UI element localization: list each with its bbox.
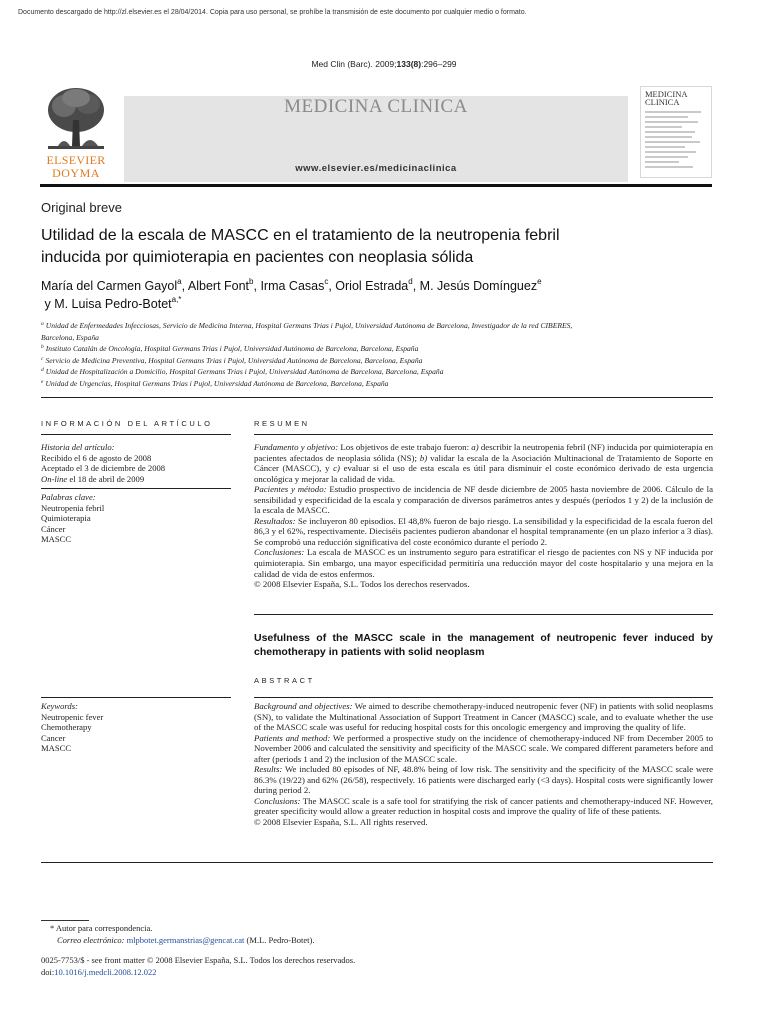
citation-issue: (8) — [410, 59, 422, 69]
affiliation-d: $^d$ Unidad de Hospitalización a Domicilio, Hospital Germans Trias i Pujol, Universidad Autónoma de Barcelona, Barcelona, España — [41, 367, 444, 376]
keyword: MASCC — [41, 743, 72, 754]
citation-pages: :296–299 — [421, 59, 457, 69]
keyword: Neutropenia febril — [41, 502, 105, 513]
history-label: Historia del artículo: — [41, 442, 115, 452]
affiliation-a: $^a$ Unidad de Enfermedades Infecciosas, Servicio de Medicina Interna, Hospital Germans Trias i Pujol, Universidad Autónoma de Barcelona, Investigador de la red CIBERES, — [41, 321, 573, 330]
affiliation-e: $^e$ Unidad de Urgencias, Hospital Germans Trias i Pujol, Universidad Autónoma de Barcelona, Barcelona, España — [41, 378, 389, 388]
abstract-end-rule — [41, 862, 713, 863]
abstract-conclusions: Conclusions: The MASCC scale is a safe tool for stratifying the risk of cancer patients and chemotherapy-induced NF. However, greater specificity would allow a greater reduction in hospital costs and improve the quality of life of these patients. — [254, 795, 713, 817]
affiliation-a-cont: Barcelona, España — [41, 332, 99, 342]
abstract-heading: ABSTRACT — [254, 676, 315, 685]
email-line: Correo electrónico: mlpbotet.germanstrias@gencat.cat (M.L. Pedro-Botet). — [57, 934, 315, 945]
article-history — [41, 442, 231, 484]
author: María del Carmen Gayol$^a$ — [41, 277, 182, 293]
publisher-name-line1: ELSEVIER — [46, 153, 106, 167]
resumen-objective: Fundamento y objetivo: Los objetivos de este trabajo fueron: a) describir la neutropenia febril (NF) inducida por quimioterapia en pacientes afectados de neoplasia sólida (NS); b) validar la escala de la Asociación Multinacional de Tratamiento de Soporte en Cáncer (MASCC), y c) evaluar si el uso de esta escala es útil para disminuir el coste económico derivado de esta urgencia oncológica y mejorar la calidad de vida. — [254, 442, 714, 484]
keyword: Quimioterapia — [41, 513, 91, 524]
doi-line: doi:10.1016/j.medcli.2008.12.022 — [41, 966, 157, 977]
abstract-copyright: © 2008 Elsevier España, S.L. All rights reserved. — [254, 817, 428, 828]
resumen-copyright: © 2008 Elsevier España, S.L. Todos los derechos reservados. — [254, 579, 470, 590]
journal-name: MEDICINA CLINICA — [284, 96, 468, 117]
journal-url[interactable]: www.elsevier.es/medicinaclinica — [295, 163, 457, 174]
article-info-heading: INFORMACIÓN DEL ARTÍCULO — [41, 419, 213, 428]
affiliation-b: $^b$ Instituto Catalán de Oncología, Hospital Germans Trias i Pujol, Universidad Autónoma de Barcelona, Barcelona, España — [41, 344, 419, 353]
elsevier-doyma-logo — [40, 86, 112, 182]
keyword: Cáncer — [41, 523, 66, 534]
keywords-es — [41, 492, 231, 545]
online-date: On-line el 18 de abril de 2009 — [41, 473, 145, 484]
article-title-line2: inducida por quimioterapia en pacientes con neoplasia sólida — [41, 249, 474, 266]
resumen-method: Pacientes y método: Estudio prospectivo de incidencia de NF desde diciembre de 2005 hasta noviembre de 2006. Cálculo de la sensibilidad y especificidad de la escala y comparación de diversos parámetros antes y después (períodos 1 y 2) de la inclusión de la escala de MASCC. — [254, 484, 713, 516]
keywords-en-rule — [41, 697, 231, 698]
download-disclaimer: Documento descargado de http://zl.elsevier.es el 28/04/2014. Copia para uso personal, se prohíbe la transmisión de este documento por cualquier medio o formato. — [18, 9, 527, 16]
resumen-heading-rule — [254, 434, 713, 435]
article-title — [41, 225, 721, 269]
abstract-heading-rule — [254, 697, 713, 698]
cover-title — [645, 90, 688, 106]
author: M. Luisa Pedro-Botet$^{a,*}$ — [54, 295, 182, 311]
author: M. Jesús Domínguez$^e$ — [419, 277, 542, 293]
author: Albert Font$^b$ — [187, 277, 254, 293]
abstract-text — [254, 701, 713, 828]
article-title-line1: Utilidad de la escala de MASCC en el tratamiento de la neutropenia febril — [41, 227, 560, 244]
abstract-method: Patients and method: We performed a prospective study on the incidence of chemotherapy-induced NF from December 2005 to November 2006 and calculated the sensitivity and specificity of the MASCC scale. We compared different parameters before and after (periods 1 and 2) the inclusion of the MASCC scale. — [254, 732, 713, 764]
keyword: Chemotherapy — [41, 722, 92, 733]
resumen-results: Resultados: Se incluyeron 80 episodios. El 48,8% fueron de bajo riesgo. La sensibilidad y la especificidad de la escala fueron del 86,3 y el 62%, respectivamente. Dieciséis pacientes pudieron abandonar el hospital tempranamente (en un plazo inferior a 3 días). Se comprobó una reducción significativa del coste económico durante el período 2. — [254, 515, 713, 547]
keywords-en-label: Keywords: — [41, 701, 78, 711]
journal-masthead — [124, 96, 628, 182]
info-heading-rule — [41, 434, 231, 435]
citation-volume: 133 — [396, 59, 411, 69]
journal-citation — [0, 59, 768, 69]
author: Irma Casas$^c$ — [260, 277, 329, 293]
keywords-en — [41, 701, 231, 754]
english-title: Usefulness of the MASCC scale in the management of neutropenic fever induced by chemotherapy in patients with solid neoplasm — [254, 632, 713, 658]
abstract-results: Results: We included 80 episodes of NF, 48.8% being of low risk. The sensitivity and the specificity of the MASCC scale were 86.3% (19/22) and 62% (26/58), respectively. 16 patients were discharged early (<3 days). Hospital costs were significantly lower during period 2. — [254, 764, 713, 796]
header-divider — [40, 184, 712, 187]
keywords-es-label: Palabras clave: — [41, 492, 96, 502]
affiliation-c: $^c$ Servicio de Medicina Preventiva, Hospital Germans Trias i Pujol, Universidad Autónoma de Barcelona, Barcelona, España — [41, 355, 423, 365]
author: Oriol Estrada$^d$ — [335, 277, 413, 293]
resumen-heading: RESUMEN — [254, 419, 310, 428]
keyword: Cancer — [41, 732, 66, 743]
affiliations — [41, 320, 731, 389]
email-link[interactable]: mlpbotet.germanstrias@gencat.cat — [126, 934, 245, 945]
footnote-rule — [41, 920, 89, 921]
received-date: Recibido el 6 de agosto de 2008 — [41, 452, 152, 463]
affiliations-divider — [41, 397, 713, 398]
elsevier-tree-icon — [44, 86, 108, 152]
publication-info — [41, 955, 641, 978]
resumen-text — [254, 442, 713, 590]
history-divider — [41, 488, 231, 489]
cover-title-line1: MEDICINA — [645, 89, 688, 99]
keyword: MASCC — [41, 534, 72, 545]
abstract-objective: Background and objectives: We aimed to describe chemotherapy-induced neutropenic fever (NF) in patients with solid neoplasms (SN), to validate the Multinational Association of Support Treatment in Cancer (MASCC) scale, and to evaluate whether the use of the MASCC scale was useful for reducing hospital costs for this oncologic emergency and improving the quality of life. — [254, 701, 713, 733]
cover-title-line2: CLINICA — [645, 97, 680, 107]
resumen-conclusions: Conclusiones: La escala de MASCC es un instrumento seguro para estratificar el riesgo de pacientes con NS y NF inducida por quimioterapia. Sin embargo, una mayor especificidad permitiría una reducción mayor del coste hospitalario y una mejora en la calidad de vida de estos enfermos. — [254, 547, 713, 579]
cover-text-lines — [645, 111, 707, 171]
resumen-end-rule — [254, 614, 713, 615]
author-list: María del Carmen Gayol$^a$, Albert Font$^b$, Irma Casas$^c$, Oriol Estrada$^d$, M. Jesús Domínguez$^e$ y M. Luisa Pedro-Botet$^{a,*}$ — [41, 277, 542, 311]
correspondence-line: * Autor para correspondencia. — [50, 923, 153, 933]
citation-prefix: Med Clin (Barc). 2009; — [311, 59, 397, 69]
article-type: Original breve — [41, 200, 122, 215]
correspondence-footnote — [41, 923, 641, 946]
publisher-name-line2: DOYMA — [52, 166, 100, 180]
accepted-date: Aceptado el 3 de diciembre de 2008 — [41, 463, 166, 474]
journal-cover-thumbnail — [640, 86, 712, 178]
issn-line: 0025-7753/$ - see front matter © 2008 Elsevier España, S.L. Todos los derechos reservados. — [41, 955, 356, 965]
doi-link[interactable]: 10.1016/j.medcli.2008.12.022 — [54, 966, 157, 977]
keyword: Neutropenic fever — [41, 711, 104, 722]
